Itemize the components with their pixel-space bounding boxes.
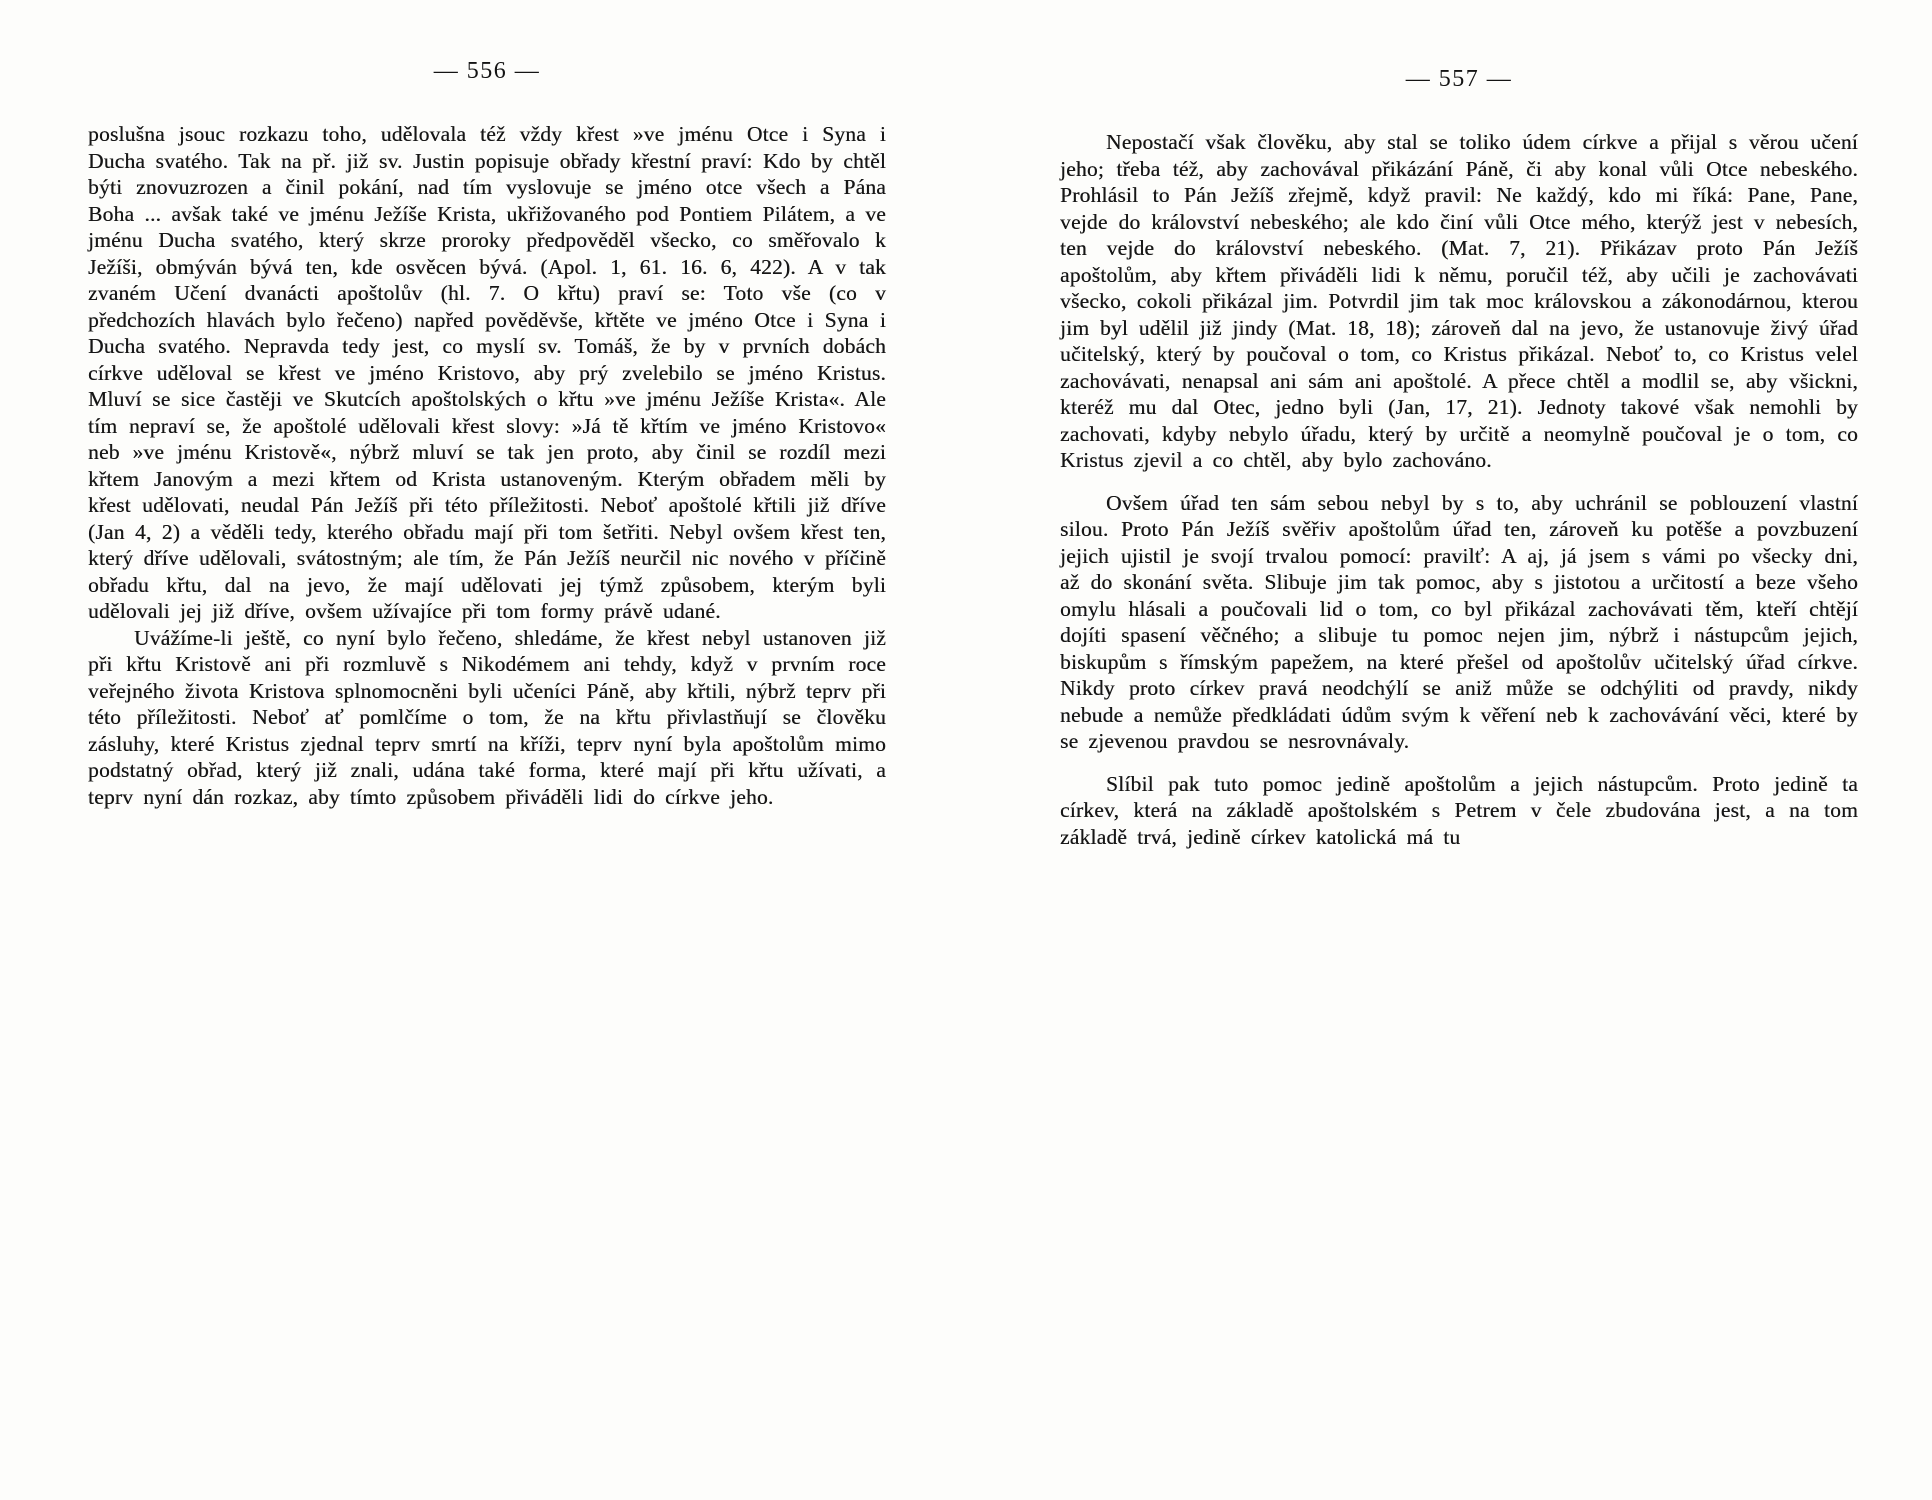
page-number-right: — 557 — [1405,66,1513,92]
page-557 [1060,66,1858,850]
paragraph: Uvážíme-li ještě, co nyní bylo řečeno, shledáme, že křest nebyl ustanoven již při křtu Kristově ani při rozmluvě s Nikodémem ani tehdy, když v prvním roce veřejného života Kristova splnomocněni byli učeníci Páně, aby křtili, nýbrž teprv při této příležitosti. Neboť ať pomlčíme o tom, že na křtu přivlastňují se člověku zásluhy, které Kristus zjednal teprv smrtí na kříži, teprv nyní byla apoštolům mimo podstatný obřad, který již znali, udána také forma, které mají při křtu užívati, a teprv nyní dán rozkaz, aby tímto způsobem přiváděli lidi do církve jeho. [88,625,886,809]
paragraph: Ovšem úřad ten sám sebou nebyl by s to, aby uchránil se poblouzení vlastní silou. Proto Pán Ježíš svěřiv apoštolům úřad ten, zároveň ku potěše a povzbuzení jejich ujistil je svojí trvalou pomocí: pravilť: A aj, já jsem s vámi po všecky dni, až do skonání světa. Slibuje jim tak pomoc, aby s jistotou a určitostí a beze všeho omylu hlásali a poučovali lid o tom, co byl přikázal zachovávati těm, kteří chtějí dojíti spasení věčného; a slibuje tu pomoc nejen jim, nýbrž i nástupcům jejich, biskupům s římským papežem, na které přešel od apoštolův učitelský úřad církve. Nikdy proto církev pravá neodchýlí se aniž může se odchýliti od pravdy, nikdy nebude a nemůže předkládati údům svým k věření neb k zachovávání věci, které by se zjevenou pravdou se nesrovnávaly. [1060,490,1858,753]
page-556 [88,58,886,810]
paragraph: poslušna jsouc rozkazu toho, udělovala též vždy křest »ve jménu Otce i Syna i Ducha svatého. Tak na př. již sv. Justin popisuje obřady křestní praví: Kdo by chtěl býti znovuzrozen a činil pokání, nad tím vyslovuje se jméno otce všech a Pána Boha ... avšak také ve jménu Ježíše Krista, ukřižovaného pod Pontiem Pilátem, a ve jménu Ducha svatého, který skrze proroky předpověděl všecko, co směřovalo k Ježíši, obmýván bývá ten, kde osvěcen bývá. (Apol. 1, 61. 16. 6, 422). A v tak zvaném Učení dvanácti apoštolův (hl. 7. O křtu) praví se: Toto vše (co v předchozích hlavách bylo řečeno) napřed pověděvše, křtěte ve jméno Otce i Syna i Ducha svatého. Nepravda tedy jest, co myslí sv. Tomáš, že by v prvních dobách církve uděloval se křest ve jméno Kristovo, aby prý zvelebilo se jméno Kristus. Mluví se sice častěji ve Skutcích apoštolských o křtu »ve jménu Ježíše Krista«. Ale tím nepraví se, že apoštolé udělovali křest slovy: »Já tě křtím ve jméno Kristovo« neb »ve jménu Kristově«, nýbrž mluví se tak jen proto, aby činil se rozdíl mezi křtem Janovým a mezi křtem od Krista ustanoveným. Kterým obřadem měli by křest udělovati, neudal Pán Ježíš při této příležitosti. Neboť apoštolé křtili již dříve (Jan 4, 2) a věděli tedy, kterého obřadu mají při tom šetřiti. Nebyl ovšem křest ten, který dříve udělovali, svátostným; ale tím, že Pán Ježíš neurčil nic nového v příčině obřadu křtu, dal na jevo, že mají udělovati jej týmž způsobem, kterým byli udělovali jej již dříve, ovšem užívajíce při tom formy právě udané. [88,122,886,623]
paragraph: Slíbil pak tuto pomoc jedině apoštolům a jejich nástupcům. Proto jedině ta církev, která na základě apoštolském s Petrem v čele zbudována jest, a na tom základě trvá, jedině církev katolická má tu [1060,771,1858,849]
page-number-left: — 556 — [433,58,541,84]
paragraph: Nepostačí však člověku, aby stal se toliko údem církve a přijal s věrou učení jeho; třeba též, aby zachovával přikázání Páně, či aby konal vůli Otce nebeského. Prohlásil to Pán Ježíš zřejmě, když pravil: Ne každý, kdo mi říká: Pane, Pane, vejde do království nebeského; ale kdo činí vůli Otce mého, kterýž jest v nebesích, ten vejde do království nebeského. (Mat. 7, 21). Přikázav proto Pán Ježíš apoštolům, aby křtem přiváděli lidi k němu, poručil též, aby učili je zachovávati všecko, cokoli přikázal jim. Potvrdil jim tak moc královskou a zákonodárnou, kterou jim byl udělil již jindy (Mat. 18, 18); zároveň dal na jevo, že ustanovuje živý úřad učitelský, který by poučoval o tom, co Kristus přikázal. Neboť to, co Kristus velel zachovávati, nenapsal ani sám ani apoštolé. A přece chtěl a modlil se, aby všickni, kteréž mu dal Otec, jedno byli (Jan, 17, 21). Jednoty takové však nemohli by zachovati, kdyby nebylo úřadu, který by určitě a neomylně poučoval je o tom, co Kristus zjevil a co chtěl, aby bylo zachováno. [1060,130,1858,472]
